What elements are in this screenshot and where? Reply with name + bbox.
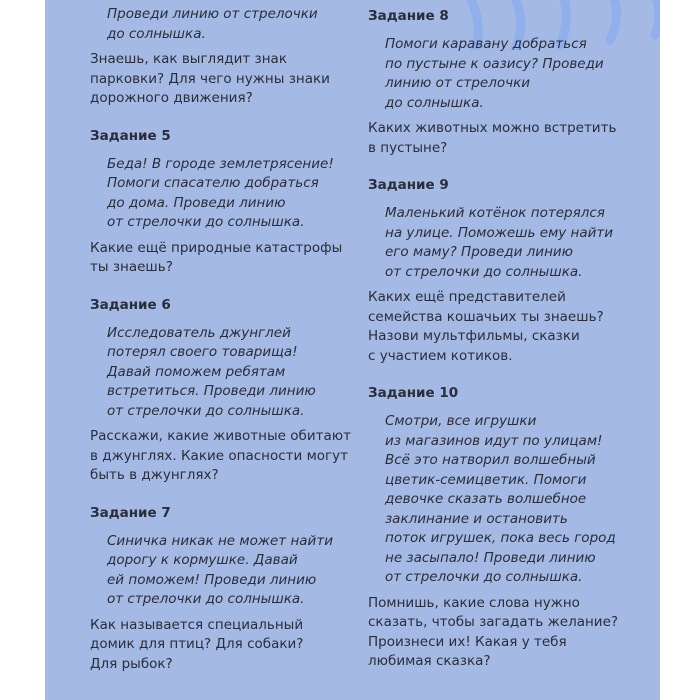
task-5 <box>90 127 360 278</box>
task-7-question: Как называется специальный домик для птиц? Для собаки? Для рыбок? <box>90 616 304 672</box>
book-page <box>45 0 660 700</box>
task-7-heading: Задание 7 <box>90 504 171 521</box>
task-4-instruction: Проведи линию от стрелочки до солнышка. <box>107 6 318 42</box>
task-5-heading: Задание 5 <box>90 127 171 144</box>
task-9-question: Каких ещё представителей семейства кошачьих ты знаешь? Назови мультфильмы, сказки с участием котиков. <box>368 289 604 364</box>
task-8-instruction: Помоги каравану добраться по пустыне к оазису? Проведи линию от стрелочки до солнышка. <box>385 36 604 111</box>
task-8-heading: Задание 8 <box>368 8 449 24</box>
task-8-question: Каких животных можно встретить в пустыне? <box>368 120 617 156</box>
task-9-heading: Задание 9 <box>368 177 449 193</box>
task-5-question: Какие ещё природные катастрофы ты знаешь? <box>90 239 343 275</box>
task-4-continuation <box>90 5 360 109</box>
left-column <box>90 0 360 674</box>
task-4-question: Знаешь, как выглядит знак парковки? Для чего нужны знаки дорожного движения? <box>90 51 330 106</box>
task-9 <box>368 176 638 366</box>
task-7-instruction: Синичка никак не может найти дорогу к кормушке. Давай ей поможем! Проведи линию от стрелочки до солнышка. <box>107 532 333 607</box>
task-10-heading: Задание 10 <box>368 385 459 401</box>
right-column <box>368 0 638 672</box>
task-7 <box>90 504 360 675</box>
task-6 <box>90 296 360 486</box>
task-9-instruction: Маленький котёнок потерялся на улице. Поможешь ему найти его маму? Проведи линию от стрелочки до солнышка. <box>385 205 614 280</box>
task-6-question: Расскажи, какие животные обитают в джунглях. Какие опасности могут быть в джунглях? <box>90 428 351 483</box>
task-10 <box>368 384 638 672</box>
task-8 <box>368 7 638 158</box>
task-6-heading: Задание 6 <box>90 296 171 313</box>
wave-stroke <box>650 0 659 35</box>
task-10-question: Помнишь, какие слова нужно сказать, чтобы загадать желание? Произнеси их! Какая у тебя любимая сказка? <box>368 594 619 669</box>
task-10-instruction: Смотри, все игрушки из магазинов идут по улицам! Всё это натворил волшебный цветик-семицветик. Помоги девочке сказать волшебное заклинание и остановить поток игрушек, пока весь город не засыпало! Проведи линию от стрелочки до солнышка. <box>385 413 616 585</box>
task-6-instruction: Исследователь джунглей потерял своего товарища! Давай поможем ребятам встретиться. Проведи линию от стрелочки до солнышка. <box>107 324 316 419</box>
task-5-instruction: Беда! В городе землетрясение! Помоги спасателю добраться до дома. Проведи линию от стрелочки до солнышка. <box>107 155 334 230</box>
